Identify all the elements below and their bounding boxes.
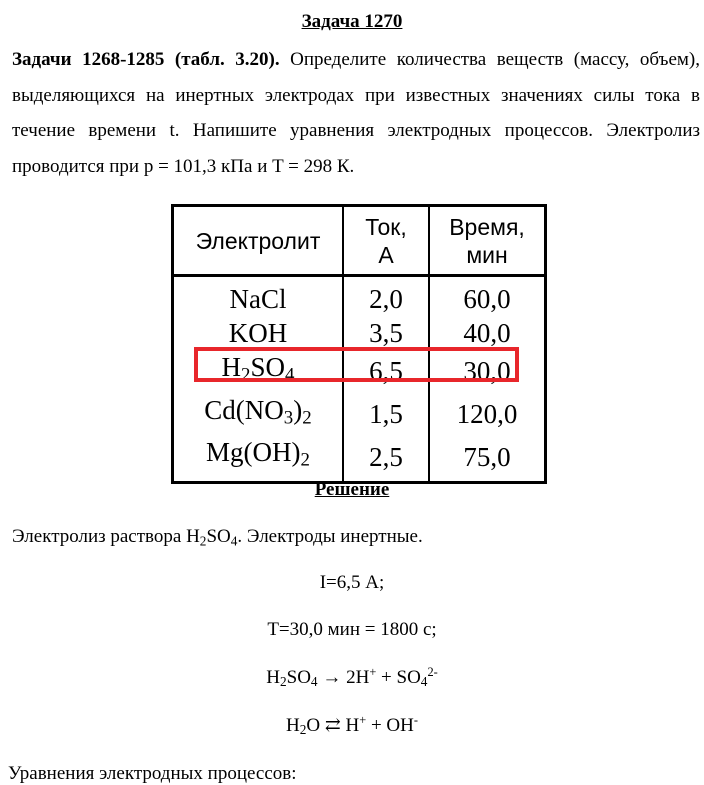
table-row [173,435,546,482]
header-time: Время, мин [429,206,546,276]
intro-part: . Электроды инертные. [237,526,423,547]
cell-electrolyte: $Mg(OH)_2$ [173,435,344,482]
header-current: Ток, А [343,206,429,276]
intro-sub: 4 [230,533,238,549]
intro-part: SO [206,526,231,547]
cell-current: 1,5 [343,393,429,436]
cell-current: 6,5 [343,350,429,393]
cell-time: 75,0 [429,435,546,482]
table-row [173,276,546,317]
table-header-row [173,206,546,276]
header-electrolyte: Электролит [173,206,344,276]
solution-intro [12,526,704,549]
cell-electrolyte: NaCl [173,276,344,317]
cell-time: 40,0 [429,316,546,350]
current-value: I=6,5 А; [319,572,385,593]
time-value: Т=30,0 мин = 1800 с; [267,619,437,640]
task-text: Определите количества веществ (массу, объем), выделяющихся на инертных электродах при известных значениях силы тока в течение времени t. Напишите уравнения электродных процессов. Электролиз проводится при p = 101,3 кПа и T = 298 К. [12,49,700,177]
dissociation-equation-2: $H_2O$ ⇄ H+ + OH- [285,713,419,738]
cell-time: 30,0 [429,350,546,393]
data-table [171,204,547,484]
cell-electrolyte: $Cd(NO_3)_2$ [173,393,344,436]
cell-current: 2,5 [343,435,429,482]
intro-sub: 2 [199,533,207,549]
dissociation-equation-1: $H_2SO_4 \to 2H^+ + SO_4^{2-}$ [266,665,438,690]
data-table-wrapper [171,204,547,484]
solution-heading: Решение [314,479,390,500]
cell-electrolyte: KOH [173,316,344,350]
table-row [173,316,546,350]
row-highlight-box [194,347,519,382]
cell-time: 120,0 [429,393,546,436]
cell-time: 60,0 [429,276,546,317]
electrode-processes-label: Уравнения электродных процессов: [8,763,297,784]
intro-part: Электролиз раствора H [12,526,200,547]
task-bold-prefix: Задачи 1268-1285 (табл. 3.20). [12,49,280,70]
cell-current: 3,5 [343,316,429,350]
problem-title: Задача 1270 [301,11,403,32]
cell-electrolyte: $H_2SO_4$ [173,350,344,393]
task-statement [12,42,700,184]
cell-current: 2,0 [343,276,429,317]
table-row [173,393,546,436]
